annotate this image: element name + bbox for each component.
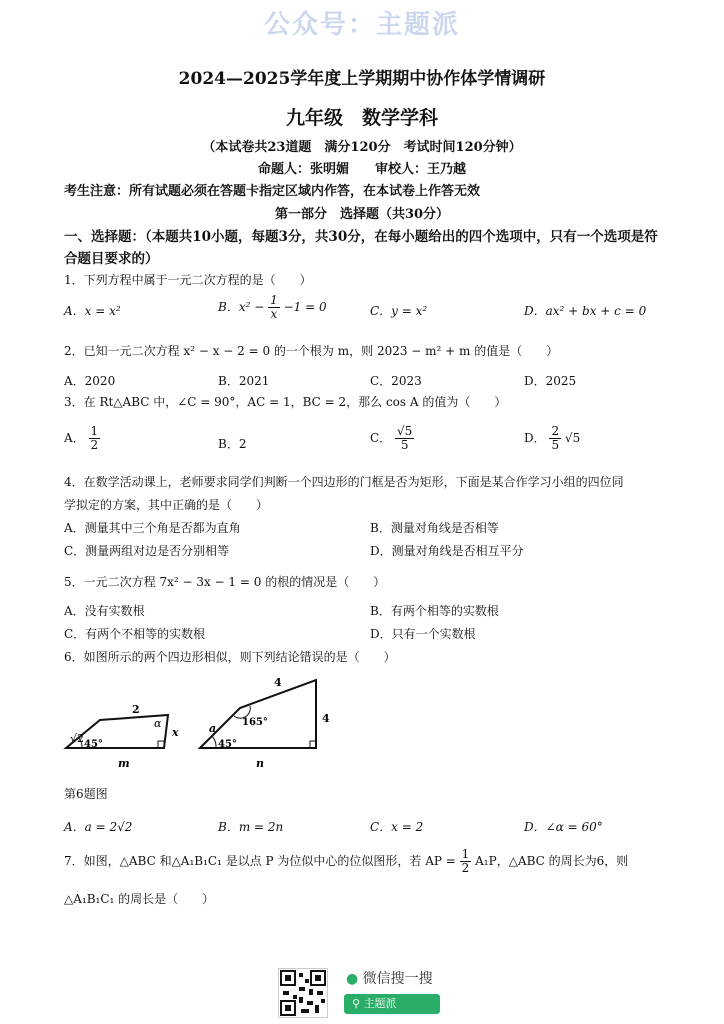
q4-stem-line2: 学拟定的方案，其中正确的是（ ） [64,498,269,512]
q2-option-c: C．2023 [370,374,422,388]
small-side-left-label: √2 [70,732,85,745]
q3-c-label: C． [370,431,392,445]
q1-stem: 1．下列方程中属于一元二次方程的是（ ） [64,273,312,287]
exam-notice: 考生注意：所有试题必须在答题卡指定区域内作答，在本试卷上作答无效 [64,184,481,199]
q6-caption: 第6题图 [64,787,108,801]
q2-option-b: B．2021 [218,374,270,388]
q6-figure [60,670,340,775]
section-heading: 一、选择题：（本题共10小题，每题3分，共30分，在每小题给出的四个选项中，只有一个选项是符合题目要求的） [64,229,658,267]
small-angle-label: 45° [84,739,103,750]
exam-title: 2024—2025学年度上学期期中协作体学情调研 [178,69,546,89]
alpha-angle-label: α [154,717,162,730]
q4-stem-line1: 4．在数学活动课上，老师要求同学们判断一个四边形的门框是否为矩形，下面是某合作学习小组的四位同 [64,475,624,489]
q3-option-a [64,425,100,452]
q7-stem-line1 [64,848,628,875]
q1-b-post: −1 = 0 [283,300,327,314]
exam-info: （本试卷共23道题 满分120分 考试时间120分钟） [202,140,522,155]
q3-a-den: 2 [90,438,99,452]
q3-d-fraction [549,425,561,452]
q1-b-fraction [268,294,280,321]
q3-d-num: 2 [551,424,560,438]
q6-option-c: C．x = 2 [370,820,424,834]
q1-option-d: D．ax² + bx + c = 0 [524,304,647,318]
wechat-search-label [346,968,433,988]
q3-option-d [524,425,580,452]
q3-option-c [370,425,414,452]
q3-d-den: 5 [551,438,560,452]
q6-figure-small [66,703,179,770]
part-heading: 第一部分 选择题（共30分） [274,207,450,222]
large-obtuse-angle-label: 165° [242,717,268,728]
small-right-angle-mark [158,741,164,748]
q5-option-c: C．有两个不相等的实数根 [64,627,206,641]
large-side-right-label: 4 [322,712,330,725]
wechat-icon: ● [346,971,359,987]
large-side-bottom-label: n [256,757,264,770]
q1-b-pre: B．x² − [218,300,265,314]
small-side-right-label: x [172,726,179,739]
q2-option-d: D．2025 [524,374,577,388]
q6-option-b: B．m = 2n [218,820,284,834]
q4-option-a: A．测量其中三个角是否都为直角 [64,521,241,535]
large-angle-arc [212,736,216,748]
large-angle-label: 45° [218,739,237,750]
q6-figure-large [200,676,330,770]
q1-option-b [218,294,327,321]
q3-c-fraction [395,425,414,452]
q3-c-den: 5 [400,438,409,452]
wechat-search-button-label: 主题派 [363,997,397,1010]
q1-option-c: C．y = x² [370,304,428,318]
q3-option-b: B．2 [218,437,247,451]
q7-stem-pre: 7．如图，△ABC 和△A₁B₁C₁ 是以点 P 为位似中心的位似图形，若 AP = [64,854,456,868]
q5-option-b: B．有两个相等的实数根 [370,604,499,618]
q7-fraction [460,848,472,875]
q3-c-num: √5 [397,424,413,438]
q6-stem: 6．如图所示的两个四边形相似，则下列结论错误的是（ ） [64,650,396,664]
q3-d-label: D． [524,431,546,445]
small-side-bottom-label: m [118,757,130,770]
q5-option-a: A．没有实数根 [64,604,145,618]
q1-option-a: A．x = x² [64,304,121,318]
q2-option-a: A．2020 [64,374,116,388]
watermark: 公众号：主题派 [263,10,460,40]
q3-a-label: A． [64,431,85,445]
q7-stem-post: A₁P，△ABC 的周长为6，则 [475,854,629,868]
q3-stem: 3．在 Rt△ABC 中，∠C = 90°，AC = 1，BC = 2，那么 cos A 的值为（ ） [64,395,507,409]
q5-option-d: D．只有一个实数根 [370,627,476,641]
large-quadrilateral [200,680,316,748]
q3-d-post: √5 [564,431,581,445]
large-side-top-label: 4 [274,676,282,689]
q5-stem: 5．一元二次方程 7x² − 3x − 1 = 0 的根的情况是（ ） [64,575,386,589]
wechat-search-text: 微信搜一搜 [362,971,433,987]
q7-stem-line2: △A₁B₁C₁ 的周长是（ ） [64,892,215,906]
wechat-search-button[interactable] [344,994,440,1014]
exam-authors: 命题人：张明媚 审校人：王乃越 [257,162,466,177]
q4-option-c: C．测量两组对边是否分别相等 [64,544,230,558]
q3-a-fraction [89,425,101,452]
q6-option-a: A．a = 2√2 [64,820,133,834]
q4-option-d: D．测量对角线是否相互平分 [370,544,524,558]
q7-frac-num: 1 [461,847,470,861]
q7-frac-den: 2 [461,861,470,875]
small-side-top-label: 2 [132,703,140,716]
q3-a-num: 1 [90,424,99,438]
q1-b-num: 1 [270,293,278,307]
large-side-left-label: a [209,722,217,735]
qr-code [278,968,328,1018]
q4-option-b: B．测量对角线是否相等 [370,521,499,535]
q2-stem: 2．已知一元二次方程 x² − x − 2 = 0 的一个根为 m，则 2023 − m² + m 的值是（ ） [64,344,559,358]
exam-subtitle: 九年级 数学学科 [285,107,438,129]
q6-option-d: D．∠α = 60° [524,820,603,834]
q1-b-den: x [270,307,278,321]
search-icon: ⚲ [352,997,361,1010]
